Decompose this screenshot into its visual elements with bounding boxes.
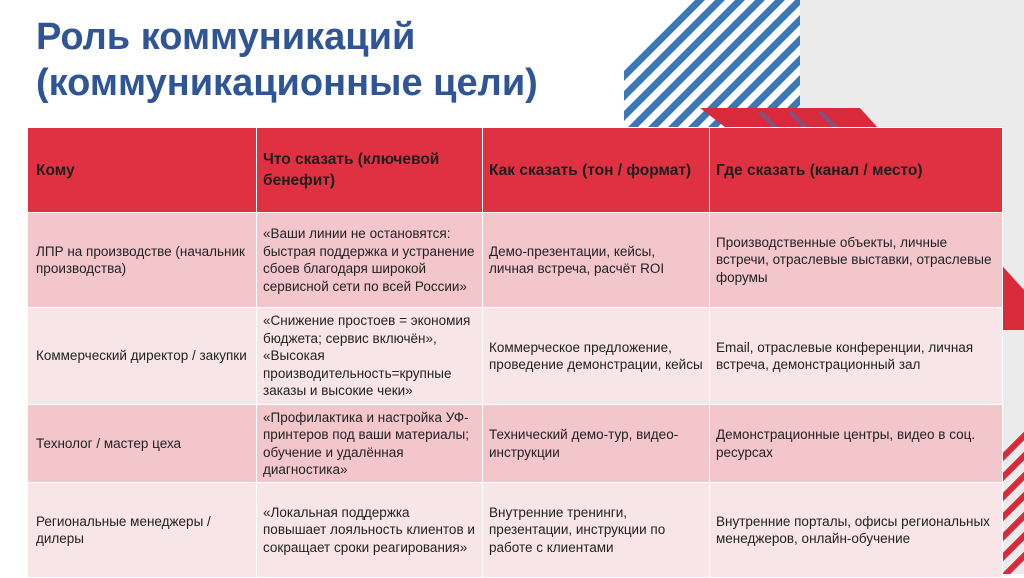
cell-format: Коммерческое предложение, проведение демонстрации, кейсы (483, 308, 710, 405)
table-row (28, 308, 1003, 405)
cell-channel: Производственные объекты, личные встречи, отраслевые выставки, отраслевые форумы (710, 213, 1003, 308)
cell-channel: Email, отраслевые конференции, личная встреча, демонстрационный зал (710, 308, 1003, 405)
slide-title-line1: Роль коммуникаций (36, 16, 416, 58)
header-where: Где сказать (канал / место) (710, 128, 1003, 213)
table-row (28, 213, 1003, 308)
communication-matrix-table (27, 127, 1003, 578)
table-row (28, 405, 1003, 483)
slide-title-line2: (коммуникационные цели) (36, 62, 538, 104)
cell-audience: Коммерческий директор / закупки (28, 308, 257, 405)
cell-audience: ЛПР на производстве (начальник производства) (28, 213, 257, 308)
cell-format: Внутренние тренинги, презентации, инструкции по работе с клиентами (483, 483, 710, 578)
cell-message: «Снижение простоев = экономия бюджета; сервис включён», «Высокая производительность=крупные заказы и высокие чеки» (257, 308, 483, 405)
cell-format: Демо-презентации, кейсы, личная встреча, расчёт ROI (483, 213, 710, 308)
cell-channel: Демонстрационные центры, видео в соц. ресурсах (710, 405, 1003, 483)
cell-message: «Профилактика и настройка УФ-принтеров под ваши материалы; обучение и удалённая диагностика» (257, 405, 483, 483)
table-row (28, 483, 1003, 578)
table-header-row (28, 128, 1003, 213)
cell-message: «Ваши линии не остановятся: быстрая поддержка и устранение сбоев благодаря широкой сервисной сети по всей России» (257, 213, 483, 308)
header-whom: Кому (28, 128, 257, 213)
cell-audience: Технолог / мастер цеха (28, 405, 257, 483)
cell-format: Технический демо-тур, видео-инструкции (483, 405, 710, 483)
header-what: Что сказать (ключевой бенефит) (257, 128, 483, 213)
slide-title (36, 14, 636, 106)
cell-audience: Региональные менеджеры / дилеры (28, 483, 257, 578)
cell-message: «Локальная поддержка повышает лояльность клиентов и сокращает сроки реагирования» (257, 483, 483, 578)
cell-channel: Внутренние порталы, офисы региональных менеджеров, онлайн-обучение (710, 483, 1003, 578)
header-how: Как сказать (тон / формат) (483, 128, 710, 213)
